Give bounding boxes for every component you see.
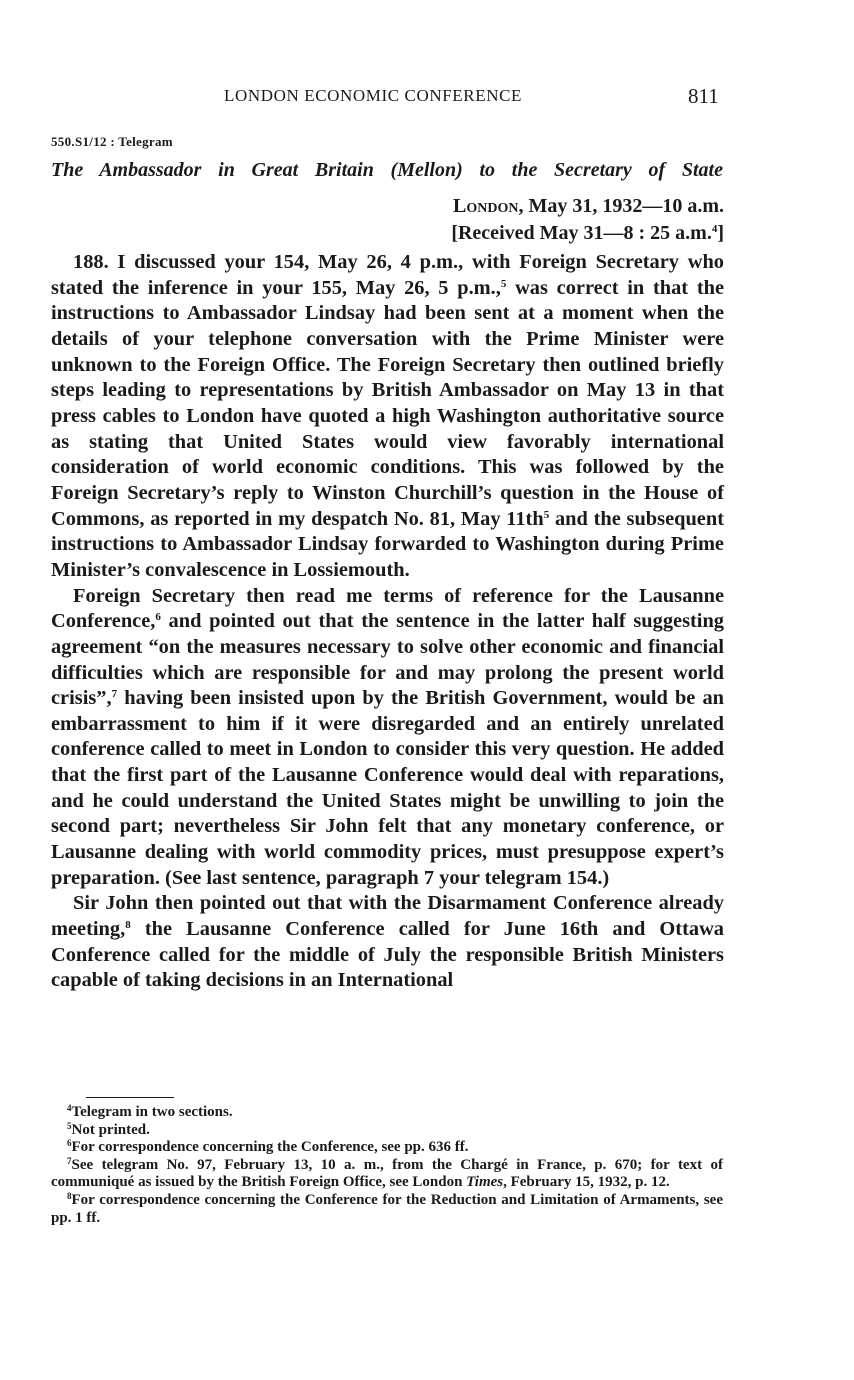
footnote-ref: 5 — [500, 277, 507, 290]
footnote-ref: 4 — [711, 223, 718, 235]
footnote-mark: 6 — [67, 1138, 72, 1149]
paragraph-text: having been insisted upon by the British Government, would be an embarrassment to him if it were disregarded and an entirely unrelated conference called to meet in London to consider this very question. He added that the first part of the Lausanne Conference would deal with reparations, and he could understand the United States might be unwilling to join the second part; nevertheless Sir John felt that any monetary conference, or Lausanne dealing with world commodity prices, must presuppose expert’s preparation. (See last sentence, paragraph 7 your telegram 154.) — [51, 687, 724, 889]
received-close: ] — [717, 222, 724, 244]
footnote-text: See telegram No. 97, February 13, 10 a. m., from the Chargé in France, p. 670; for text of communiqué as issued by the British Foreign Office, see London — [51, 1156, 723, 1191]
footnote-text: Telegram in two sections. — [71, 1104, 233, 1120]
paragraph-text: was correct in that the instructions to Ambassador Lindsay had been sent at a moment when the details of your telephone conversation with the Prime Minister were unknown to the Foreign Office. The Foreign Secretary then outlined briefly steps leading to representations by British Ambassador on May 13 in that press cables to London have quoted a high Washington authoritative source as stating that United States would view favorably international consideration of world economic conditions. This was followed by the Foreign Secretary’s reply to Winston Churchill’s question in the House of Commons, as reported in my despatch No. 81, May 11th — [51, 276, 724, 530]
footnote-publication-title: Times — [466, 1174, 504, 1191]
footnote-ref: 5 — [543, 508, 550, 521]
paragraph-text: Foreign Secretary then read me terms of reference for the Lausanne Conference, — [51, 584, 724, 633]
footnote-5 — [51, 1122, 723, 1140]
footnote-mark: 8 — [67, 1190, 72, 1201]
footnote-8 — [51, 1192, 723, 1227]
document-title: The Ambassador in Great Britain (Mellon) to the Secretary of State — [51, 159, 723, 181]
footnote-ref: 8 — [125, 919, 131, 932]
body-paragraph-3 — [51, 891, 724, 994]
dateline-place: London — [453, 195, 519, 217]
footnote-4 — [51, 1104, 723, 1122]
running-header-title: LONDON ECONOMIC CONFERENCE — [224, 86, 522, 105]
body-paragraph-2 — [51, 584, 724, 892]
footnote-mark: 4 — [67, 1103, 72, 1113]
footnote-text: Not printed. — [71, 1121, 150, 1138]
footnote-text: , February 15, 1932, p. 12. — [503, 1174, 670, 1191]
file-reference: 550.S1/12 : Telegram — [51, 134, 173, 149]
footnote-text: For correspondence concerning the Conference for the Reduction and Limitation of Armaments, see pp. 1 ff. — [51, 1191, 723, 1226]
footnotes — [51, 1104, 723, 1227]
dateline — [451, 193, 724, 247]
footnote-text: For correspondence concerning the Conference, see pp. 636 ff. — [71, 1139, 469, 1156]
footnote-ref: 7 — [111, 688, 118, 701]
paragraph-text: 188. I discussed your 154, May 26, 4 p.m., with Foreign Secretary who stated the inference in your 155, May 26, 5 p.m., — [51, 251, 724, 299]
paragraph-text: and pointed out that the sentence in the latter half suggesting agreement “on the measures necessary to solve other economic and financial difficulties which are responsible for and may prolong the present world crisis”, — [51, 610, 724, 710]
body-paragraph-1 — [51, 250, 724, 584]
received-text: [Received May 31—8 : 25 a.m. — [451, 222, 712, 244]
telegram-body — [51, 250, 724, 994]
dateline-date-time: , May 31, 1932—10 a.m. — [518, 195, 724, 217]
footnote-divider — [86, 1097, 174, 1098]
footnote-mark: 7 — [67, 1155, 72, 1166]
paragraph-text: and the subsequent instructions to Ambassador Lindsay forwarded to Washington during Prime Minister’s convalescence in Lossiemouth. — [51, 507, 724, 581]
dateline-received — [451, 220, 724, 247]
footnote-6 — [51, 1139, 723, 1157]
page-number: 811 — [688, 84, 719, 108]
footnote-mark: 5 — [67, 1120, 72, 1131]
footnote-ref: 6 — [155, 611, 161, 624]
footnote-7 — [51, 1157, 723, 1192]
paragraph-text: the Lausanne Conference called for June 16th and Ottawa Conference called for the middle of July the responsible British Ministers capable of taking decisions in an International — [51, 918, 724, 992]
paragraph-text: Sir John then pointed out that with the Disarmament Conference already meeting, — [51, 892, 724, 941]
dateline-sent — [451, 193, 724, 220]
